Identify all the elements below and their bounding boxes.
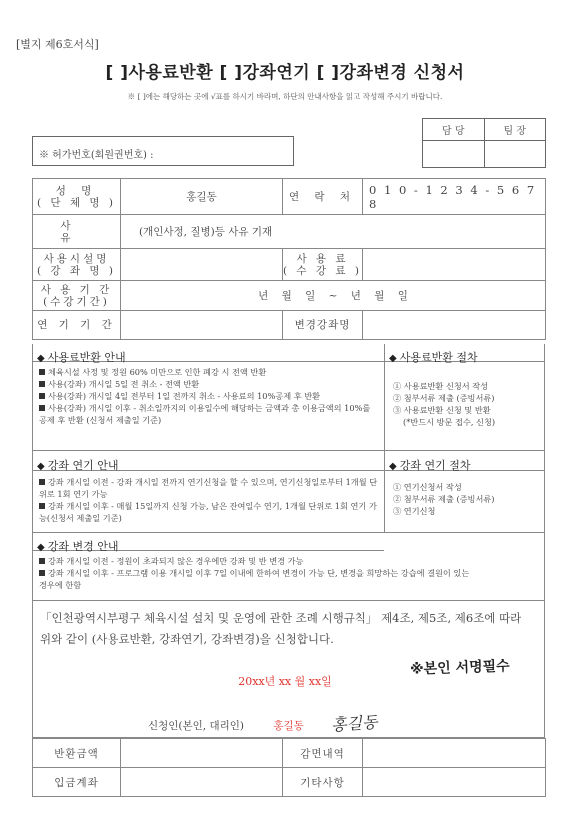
change-heading: 강좌 변경 안내 [47,540,119,553]
list-item: 사용(강좌) 개시일 4일 전부터 1일 전까지 취소 - 사용료의 10%공제 후 반환 [39,390,379,402]
list-item: (*반드시 방문 접수, 신청) [403,417,496,427]
fee-label: 사 용 료 ( 수 강 료 ) [283,249,363,281]
refund-proc-heading-bar [385,344,544,362]
list-item: 강좌 개시일 이전 - 강좌 개시일 전까지 연기신청을 할 수 있으며, 연기신청일로부터 1개월 단위로 1회 연기 가능 [39,477,378,499]
bullet-icon [39,381,45,387]
refund-amount-label: 반환금액 [33,739,121,768]
statement-text: 「인천광역시부평구 체육시설 설치 및 운영에 관한 조례 시행규칙」 제4조, 제5조, 제6조에 따라 위와 같이 (사용료반환, 강좌연기, 강좌변경)을 신청합니다. [40,611,522,646]
staff-in-charge-sign-cell[interactable] [423,141,485,168]
refund-heading-bar [33,344,384,362]
reason-label: 사 유 [33,215,121,249]
deduction-field[interactable] [363,739,546,768]
bullet-icon [39,503,45,509]
list-item: ③ 연기신청 [393,506,436,516]
diamond-icon: ◆ [37,353,45,364]
bullet-icon [39,479,45,485]
applicant-info-table [32,178,546,340]
refund-list [39,366,379,426]
refund-amount-field[interactable] [121,739,283,768]
period-label: 사 용 기 간 (수강기간) [33,281,121,311]
postpone-list [39,476,379,524]
list-item: ① 사용료반환 신청서 작성 [393,381,489,391]
postpone-section [32,451,545,533]
postpone-period-label: 연 기 기 간 [33,311,121,340]
office-use-table [32,738,546,797]
account-field[interactable] [121,768,283,797]
postpone-proc-heading: 강좌 연기 절차 [399,459,471,472]
instruction-note: ※ [ ]에는 해당하는 곳에 √표를 하시기 바라며, 하단의 안내사항을 읽고 작성해 주시기 바랍니다. [127,92,443,101]
refund-heading: 사용료반환 안내 [47,351,126,364]
bullet-icon [39,405,45,411]
postpone-heading-bar [33,451,384,471]
contact-label: 연 락 처 [283,179,363,215]
postpone-proc-heading-bar [385,451,544,471]
postpone-heading: 강좌 연기 안내 [47,459,119,472]
other-field[interactable] [363,768,546,797]
applicant-signature[interactable]: 홍길동 [330,712,379,735]
list-item: ② 첨부서류 제출 (증빙서류) [393,494,495,504]
contact-field[interactable]: 0 1 0 - 1 2 3 4 - 5 6 7 8 [363,179,546,215]
facility-field[interactable] [121,249,283,281]
team-leader-sign-cell[interactable] [484,141,546,168]
change-heading-bar [33,533,384,551]
list-item: 강좌 개시일 이전 - 정원이 초과되지 않은 경우에만 강좌 및 반 변경 가능 [39,555,479,567]
bullet-icon [39,393,45,399]
bullet-icon [39,570,45,576]
permit-number-field[interactable]: ※ 허가번호(회원권번호) : [32,136,294,166]
postpone-period-field[interactable] [121,311,283,340]
list-item: ① 연기신청서 작성 [393,482,462,492]
name-label: 성 명 ( 단 체 명 ) [33,179,121,215]
other-label: 기타사항 [283,768,363,797]
refund-proc-heading: 사용료반환 절차 [399,351,478,364]
facility-label: 사용시설명 ( 강 좌 명 ) [33,249,121,281]
list-item: ③ 사용료반환 신청 및 반환 [393,405,491,415]
bullet-icon [39,558,45,564]
deduction-label: 감면내역 [283,739,363,768]
applicant-line [148,711,378,734]
refund-proc-list [393,380,543,428]
list-item: 강좌 개시일 이후 - 프로그램 이용 개시일 이후 7일 이내에 한하여 변경이 가능 단, 변경을 희망하는 강습에 결원이 있는 경우에 한함 [39,568,470,590]
diamond-icon: ◆ [389,353,397,364]
staff-in-charge: 담 당 [423,119,485,141]
fee-field[interactable] [363,249,546,281]
period-field[interactable]: 년 월 일 ~ 년 월 일 [121,281,546,311]
page-title: [ ]사용료반환 [ ]강좌연기 [ ]강좌변경 신청서 [105,63,465,83]
date-line: 20xx년 xx 월 xx일 [238,675,332,688]
diamond-icon: ◆ [389,461,397,472]
change-list [39,555,479,591]
list-item: 체육시설 사정 및 정원 60% 미만으로 인한 폐강 시 전액 반환 [39,366,379,378]
applicant-label: 신청인(본인, 대리인) [148,720,245,732]
list-item: 사용(강좌) 개시일 5일 전 취소 - 전액 반환 [39,378,379,390]
account-label: 입금계좌 [33,768,121,797]
change-section [32,533,545,601]
bullet-icon [39,369,45,375]
team-leader: 팀 장 [484,119,546,141]
refund-section [32,344,545,451]
reason-field[interactable]: (개인사정, 질병)등 사유 기재 [121,215,546,249]
list-item: 사용(강좌) 개시일 이후 - 취소일까지의 이용일수에 해당하는 금액과 총 이용금액의 10%를 공제 후 반환 (신청서 제출일 기준) [39,403,371,425]
list-item: 강좌 개시일 이후 - 매월 15일까지 신청 가능, 남은 잔여일수 연기, 1개월 단위로 1회 연기 가능(신청서 제출일 기준) [39,501,377,523]
applicant-name: 홍길동 [273,720,304,732]
form-number: [별지 제6호서식] [16,38,99,51]
diamond-icon: ◆ [37,542,45,553]
approval-box [422,118,546,168]
change-course-field[interactable] [363,311,546,340]
list-item: ② 첨부서류 제출 (증빙서류) [393,393,495,403]
change-course-label: 변경강좌명 [283,311,363,340]
signature-required-note: ※본인 서명필수 [409,658,510,678]
name-field[interactable]: 홍길동 [121,179,283,215]
postpone-proc-list [393,481,543,517]
diamond-icon: ◆ [37,461,45,472]
